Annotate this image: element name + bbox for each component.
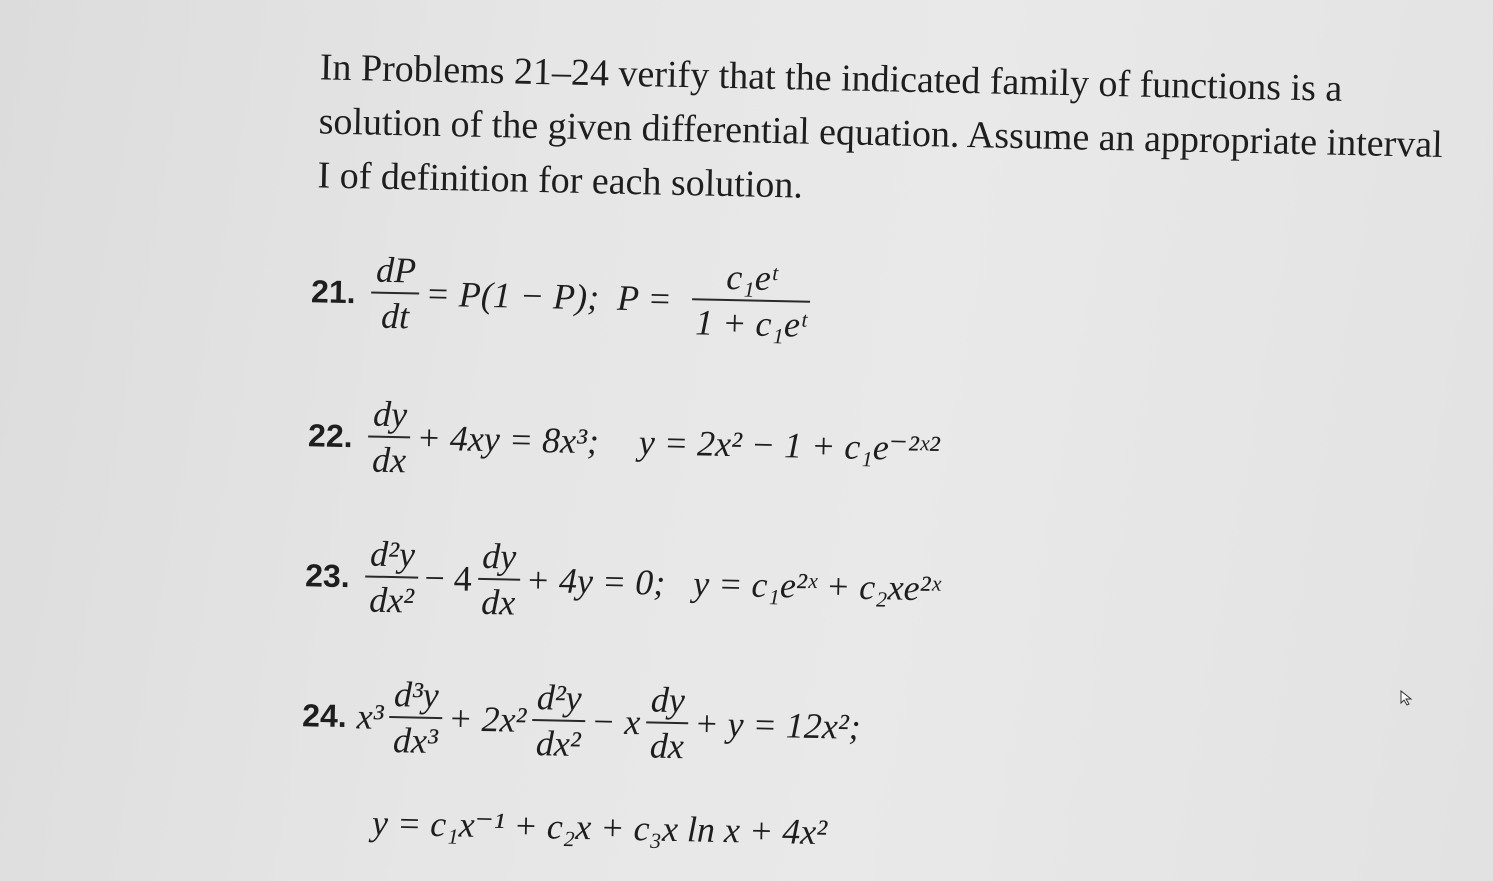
fraction-denominator: 1 + c₁eᵗ <box>694 302 807 345</box>
derivative-fraction <box>477 536 521 623</box>
problem-23 <box>304 532 941 631</box>
fraction-denominator: dt <box>380 295 410 337</box>
derivative-fraction <box>368 394 412 481</box>
equation-rhs: + 4xy = 8x³; <box>416 417 600 462</box>
fraction-denominator: dx² <box>368 579 415 621</box>
mouse-cursor-icon <box>1400 690 1414 706</box>
solution-family: y = c₁e²ˣ + c₂xe²ˣ <box>692 563 942 609</box>
fraction-bar <box>532 719 585 722</box>
fraction-numerator: dy <box>372 393 408 435</box>
fraction-denominator: dx <box>649 725 685 767</box>
fraction-bar <box>478 578 520 581</box>
equation-rhs: + 4y = 0; <box>525 559 666 603</box>
fraction-numerator: d²y <box>536 677 583 719</box>
fraction-bar <box>390 716 443 719</box>
problem-number: 23. <box>304 556 351 594</box>
coefficient-term: + 2x² <box>447 698 527 740</box>
fraction-denominator: dx³ <box>392 720 439 762</box>
fraction-numerator: d³y <box>393 674 440 716</box>
problem-21 <box>310 248 817 345</box>
fraction-bar <box>372 292 420 295</box>
fraction-denominator: dx <box>371 439 407 481</box>
fraction-numerator: dy <box>481 535 517 577</box>
fraction-denominator: dx <box>480 581 516 623</box>
equation-rhs: = P(1 − P); <box>425 273 600 318</box>
fraction-numerator: d²y <box>369 533 416 575</box>
fraction-bar <box>366 575 419 578</box>
fraction-numerator: dy <box>650 679 686 721</box>
operator-term: − 4 <box>424 557 473 599</box>
problem-number: 21. <box>310 272 357 310</box>
problem-number: 22. <box>307 416 354 454</box>
solution-family-24: y = c₁x⁻¹ + c₂x + c₃x ln x + 4x² <box>371 802 828 853</box>
fraction-bar <box>369 436 411 439</box>
problem-24 <box>301 672 861 770</box>
second-derivative-fraction <box>531 677 586 764</box>
coefficient-term: x³ <box>356 696 384 737</box>
coefficient-term: − x <box>590 701 641 743</box>
equation-rhs: + y = 12x²; <box>693 703 862 747</box>
solution-family: y = 2x² − 1 + c₁e⁻²ˣ² <box>638 422 941 469</box>
fraction-numerator: dP <box>375 249 417 291</box>
third-derivative-fraction <box>389 674 444 761</box>
problem-22 <box>307 392 940 491</box>
derivative-fraction <box>371 250 421 337</box>
problem-number: 24. <box>301 696 348 734</box>
second-derivative-fraction <box>365 533 420 620</box>
problem-set-instructions: In Problems 21–24 verify that the indicated family of functions is a solution of the given differential equation. Assume an appropriate interval I of definition for each solution. <box>317 46 1444 207</box>
solution-variable: P = <box>616 277 673 319</box>
solution-fraction <box>691 256 812 344</box>
fraction-denominator: dx² <box>535 723 582 765</box>
fraction-numerator: c₁eᵗ <box>725 256 778 299</box>
fraction-bar <box>646 721 688 724</box>
derivative-fraction <box>645 679 689 766</box>
